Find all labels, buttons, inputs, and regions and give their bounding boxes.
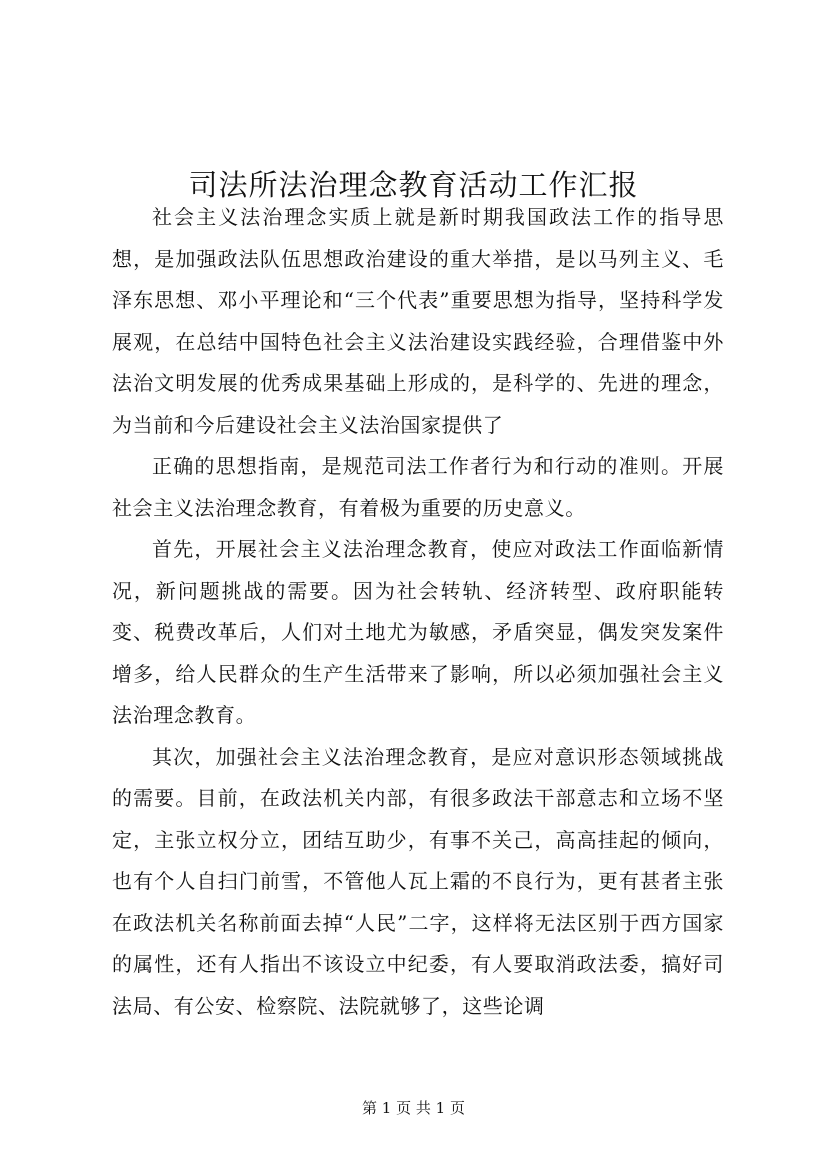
- document-body: [112, 197, 724, 1027]
- paragraph-2: 正确的思想指南，是规范司法工作者行为和行动的准则。开展社会主义法治理念教育，有着极为重要的历史意义。: [112, 454, 724, 520]
- document-title: 司法所法治理念教育活动工作汇报: [188, 168, 639, 203]
- page-number-footer: 第 1 页 共 1 页: [362, 1099, 465, 1117]
- paragraph-3: 首先，开展社会主义法治理念教育，使应对政法工作面临新情况，新问题挑战的需要。因为社会转轨、经济转型、政府职能转变、税费改革后，人们对土地尤为敏感，矛盾突显，偶发突发案件增多，给人民群众的生产生活带来了影响，所以必须加强社会主义法治理念教育。: [112, 537, 724, 727]
- paragraph-1: 社会主义法治理念实质上就是新时期我国政法工作的指导思想，是加强政法队伍思想政治建设的重大举措，是以马列主义、毛泽东思想、邓小平理论和“三个代表”重要思想为指导，坚持科学发展观，在总结中国特色社会主义法治建设实践经验，合理借鉴中外法治文明发展的优秀成果基础上形成的，是科学的、先进的理念，为当前和今后建设社会主义法治国家提供了: [112, 205, 724, 437]
- paragraph-4: 其次，加强社会主义法治理念教育，是应对意识形态领域挑战的需要。目前，在政法机关内部，有很多政法干部意志和立场不坚定，主张立权分立，团结互助少，有事不关己，高高挂起的倾向，也有个人自扫门前雪，不管他人瓦上霜的不良行为，更有甚者主张在政法机关名称前面去掉“人民”二字，这样将无法区别于西方国家的属性，还有人指出不该设立中纪委，有人要取消政法委，搞好司法局、有公安、检察院、法院就够了，这些论调: [112, 744, 724, 1018]
